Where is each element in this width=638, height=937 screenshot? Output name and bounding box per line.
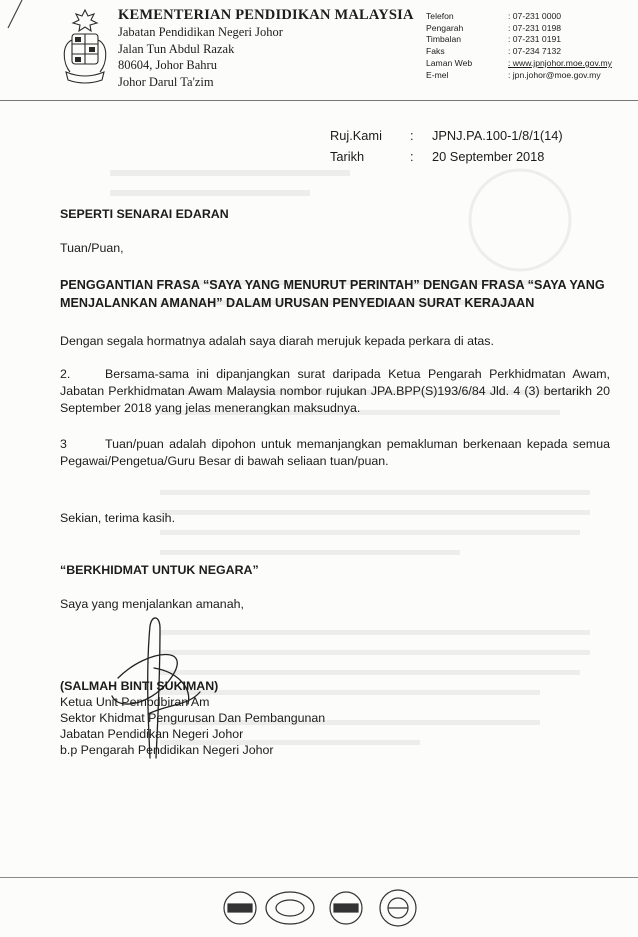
contact-row-telefon	[426, 11, 626, 23]
letterhead-divider	[0, 100, 638, 101]
contact-label: E-mel	[426, 69, 449, 80]
contact-row-pengarah	[426, 23, 626, 35]
signatory-position: Ketua Unit Pembdbiran Am	[60, 695, 210, 709]
contact-label: Laman Web	[426, 57, 473, 68]
address-line: 80604, Johor Bahru	[118, 58, 217, 72]
date-colon: :	[410, 149, 414, 164]
signatory-sector: Sektor Khidmat Pengurusan Dan Pembangunan	[60, 711, 326, 725]
contact-label: Telefon	[426, 11, 454, 21]
closing-line: Sekian, terima kasih.	[60, 511, 176, 525]
reference-number: JPNJ.PA.100-1/8/1(14)	[432, 128, 563, 143]
signatory-block	[60, 678, 325, 758]
reference-colon: :	[410, 128, 414, 143]
email-address[interactable]: : jpn.johor@moe.gov.my	[508, 69, 601, 80]
motto: “BERKHIDMAT UNTUK NEGARA”	[60, 563, 259, 577]
address-line: Jabatan Pendidikan Negeri Johor	[118, 25, 283, 39]
signatory-name: (SALMAH BINTI SUKIMAN)	[60, 679, 219, 693]
contact-row-email	[426, 70, 626, 82]
website-link[interactable]: : www.jpnjohor.moe.gov.my	[508, 57, 612, 68]
salutation: Tuan/Puan,	[60, 241, 124, 255]
seal-iso-icon	[380, 890, 416, 926]
address-line: Jalan Tun Abdul Razak	[118, 41, 235, 56]
paragraph-text: Tuan/puan adalah dipohon untuk memanjangkan pemakluman berkenaan kepada semua Pegawai/Pengetua/Guru Besar di bawah seliaan tuan/puan.	[60, 437, 610, 468]
contact-value: : 07-231 0191	[508, 34, 562, 45]
reference-label: Ruj.Kami	[330, 128, 382, 143]
contact-table	[426, 11, 626, 81]
recipient-line: SEPERTI SENARAI EDARAN	[60, 207, 229, 221]
seal-quality-system-icon	[330, 892, 362, 924]
paragraph-text: Bersama-sama ini dipanjangkan surat daripada Ketua Pengarah Perkhidmatan Awam, Jabatan Perkhidmatan Awam Malaysia nombor rujukan JPA.BPP(S)193/6/84 Jld. 4 (3) bertarikh 20 September 2018 yang jelas menerangkan maksudnya.	[60, 367, 610, 415]
footer-seals	[222, 884, 422, 934]
reference-block	[330, 125, 563, 167]
paragraph-number: 2.	[60, 367, 71, 381]
contact-label: Timbalan	[426, 34, 462, 45]
signatory-department: Jabatan Pendidikan Negeri Johor	[60, 727, 244, 741]
paragraph-2	[60, 366, 610, 417]
sign-off: Saya yang menjalankan amanah,	[60, 597, 244, 611]
reference-row	[330, 125, 563, 146]
letterhead-organization	[118, 6, 414, 90]
date-label: Tarikh	[330, 149, 365, 164]
footer-divider	[0, 877, 638, 878]
address-line: Johor Darul Ta'zim	[118, 74, 214, 89]
paragraph-number: 3	[60, 437, 67, 451]
letter-date: 20 September 2018	[432, 149, 545, 164]
ministry-name: KEMENTERIAN PENDIDIKAN MALAYSIA	[118, 7, 414, 23]
intro-paragraph: Dengan segala hormatnya adalah saya diarah merujuk kepada perkara di atas.	[60, 334, 494, 348]
contact-value: : 07-234 7132	[508, 46, 562, 57]
seal-quality-system-icon	[224, 892, 256, 924]
seal-qa-department-icon	[266, 892, 314, 924]
contact-value: : 07-231 0000	[508, 11, 562, 21]
letter-subject: PENGGANTIAN FRASA “SAYA YANG MENURUT PERINTAH” DENGAN FRASA “SAYA YANG MENJALANKAN AMANAH” DALAM URUSAN PENYEDIAAN SURAT KERAJAAN	[60, 278, 605, 310]
malaysia-coat-of-arms-icon	[60, 6, 110, 92]
contact-row-timbalan	[426, 34, 626, 46]
contact-value: : 07-231 0198	[508, 22, 562, 33]
scan-corner-mark	[0, 0, 60, 30]
contact-row-faks	[426, 46, 626, 58]
date-row	[330, 146, 563, 167]
contact-label: Faks	[426, 46, 445, 57]
signatory-on-behalf: b.p Pengarah Pendidikan Negeri Johor	[60, 743, 274, 757]
contact-label: Pengarah	[426, 22, 464, 33]
contact-row-laman-web	[426, 58, 626, 70]
paragraph-3	[60, 436, 610, 470]
